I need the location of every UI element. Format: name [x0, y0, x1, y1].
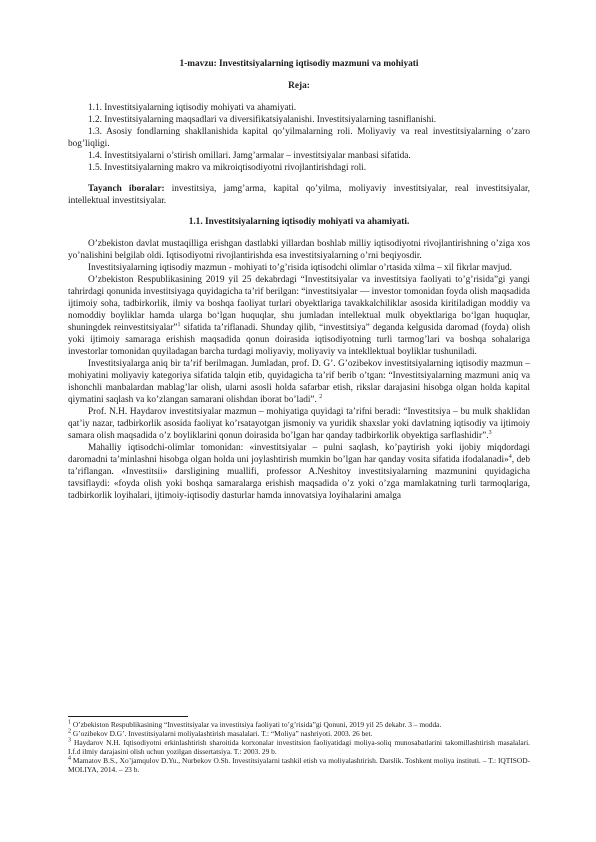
footnote-text: Mamatov B.S., Xo’jamqulov D.Yu., Nurbekov O.Sh. Investitsiyalarni tashkil etish va moliyalashtirish. Darslik. Toshkent moliya instituti. – T.: IQTISOD-MOLIYA, 2014. – 23 b. [68, 756, 530, 774]
footnote-number: 1 [68, 719, 71, 726]
footnote [68, 720, 530, 729]
paragraph [68, 274, 530, 358]
plan-item: 1.1. Investitsiyalarning iqtisodiy mohiyati va ahamiyati. [88, 103, 297, 113]
paragraph-text: , deb ta’riflangan. «Investitsii» darsligining muallifi, professor A.Neshitoy investitsiyalarning mazmunini quyidagicha tavsiflaydi: «foyda olish yoki boshqa samaralarga erishish maqsadida o’z yoki o’zga mamlakatning turli tarmoqlariga, tadbirkorlik loyihalari, ijtimoiy-iqtisodiy dasturlar hamda innovatsiya loyihalarini amalga [68, 455, 530, 501]
document-title: 1-mavzu: Investitsiyalarning iqtisodiy mazmuni va mohiyati [179, 59, 419, 69]
paragraph-text: Mahalliy iqtisodchi-olimlar tomonidan: «investitsiyalar – pulni saqlash, ko’paytirish yoki ijobiy miqdordagi daromadni ta’minlashni hisobga olgan holda uni joylashtirish mumkin bo’lgan har qanday vosita sifatida ifodalanadi» [68, 443, 530, 465]
section-title: 1.1. Investitsiyalarning iqtisodiy mohiyati va ahamiyati. [188, 217, 410, 227]
keywords-text: investitsiya, jamg’arma, kapital qo’yilma, moliyaviy investitsiyalar, real investitsiyalar, intellektual investitsiyalar. [68, 184, 531, 206]
footnote-text: Haydarov N.H. Iqtisodiyotni erkinlashtirish sharoitida korxonalar investitsion faoliyatidagi moliya-soliq munosabatlarini takomillashtirish masalalari. I.f.d ilmiy darajasini olish uchun yozilgan dissertatsiya. T.: 2003. 29 b. [68, 738, 530, 756]
document-page [68, 58, 530, 502]
keywords-paragraph [68, 183, 530, 207]
keywords-label: Tayanch iboralar: [88, 184, 165, 194]
plan-heading: Reja: [288, 81, 310, 91]
plan-item: 1.3. Asosiy fondlarning shakllanishida kapital qo’yilmalarning roli. Moliyaviy va real investitsiyalarning o’zaro bog’liqligi. [68, 127, 530, 149]
paragraph [68, 406, 530, 442]
footnote-number: 3 [68, 737, 71, 744]
plan-item: 1.4. Investitsiyalarni o’stirish omillari. Jamg’armalar – investitsiyalar manbasi sifatida. [88, 151, 411, 161]
plan-list [68, 102, 530, 174]
footnote-text: G’ozibekov D.G’. Investitsiyalarni moliyalashtirish masalalari. T.: “Moliya” nashriyoti. 2003. 26 bet. [71, 729, 373, 738]
body-text [68, 238, 530, 502]
footnote-ref[interactable]: 2 [319, 393, 323, 400]
paragraph: Investitsiyalarning iqtisodiy mazmun - mohiyati to’g’risida iqtisodchi olimlar o’rtasida xilma – xil fikrlar mavjud. [88, 263, 512, 273]
paragraph-text: O’zbekiston Respublikasining 2019 yil 25 dekabrdagi “Investitsiyalar va investitsiya faoliyati to’g’risida”gi yangi tahrirdagi qonunida investitsiyaga quyidagicha ta’rif berilgan: “investitsiyalar — investor tomonidan foyda olish maqsadida ijtimoiy soha, tadbirkorlik, ilmiy va boshqa faoliyat turlari obyektlariga tavakkalchiliklar asosida kiritiladigan moddiy va nomoddiy boyliklar hamda ularga bo‘lgan huquqlar, shu jumladan intellektual mulk obyektlariga bo‘lgan huquqlar, shuningdek reinvestitsiyalar” [68, 275, 530, 333]
plan-item: 1.5. Investitsiyalarning makro va mikroiqtisodiyotni rivojlantirishdagi roli. [88, 163, 367, 173]
plan-item: 1.2. Investitsiyalarning maqsadlari va diversifikatsiyalanishi. Investitsiyalarning tasniflanishi. [88, 115, 437, 125]
footnote [68, 729, 530, 738]
footnote-ref[interactable]: 4 [508, 453, 512, 460]
footnote-number: 2 [68, 728, 71, 735]
paragraph [68, 442, 530, 502]
paragraph-text: sifatida ta’riflanadi. Shunday qilib, “investitsiya” deganda kelgusida daromad (foyda) olish yoki ijtimoiy samaraga erishish maqsadida qonun doirasida iqtisodiyotning turli tarmog’lari va boshqa sohalariga investorlar tomonidan quyiladagan barcha turdagi moliyaviy, moliyaviy va intekllektual boyliklar tushuniladi. [68, 323, 530, 357]
footnote-number: 4 [68, 755, 71, 762]
paragraph [68, 358, 530, 406]
footnotes [68, 720, 530, 774]
footnote [68, 738, 530, 756]
footnote [68, 756, 530, 774]
paragraph-text: Prof. N.H. Haydarov investitsiyalar mazmun – mohiyatiga quyidagi ta’rifni beradi: “Investitsiya – bu mulk shaklidan qat’iy nazar, tadbirkorlik asosida faoliyat ko’rsatayotgan jismoniy va yuridik shaxslar yoki davlatning iqtisodiy va ijtimoiy samara olish maqsadida o’z boyliklarini qonun doirasida bo’lgan har qanday tadbirkorlik obyektiga sarflashidir”. [68, 407, 530, 441]
footnote-ref[interactable]: 1 [177, 321, 181, 328]
paragraph: O’zbekiston davlat mustaqilliga erishgan dastlabki yillardan boshlab milliy iqtisodiyotni rivojlantirishning o’ziga xos yo’nalishini belgilab oldi. Iqtisodiyotni rivojlantirishda esa investitsiyalarning o’rni beqiyosdir. [68, 239, 530, 261]
footnote-separator [68, 716, 188, 717]
footnote-ref[interactable]: 3 [488, 429, 492, 436]
footnote-text: O’zbekiston Respublikasining “Investitsiyalar va investitsiya faoliyati to’g’risida”gi Qonuni, 2019 yil 25 dekabr. 3 – modda. [71, 720, 442, 729]
paragraph-text: Investitsiyalarga aniq bir ta’rif berilmagan. Jumladan, prof. D. G’. G’ozibekov investitsiyalarning iqtisodiy mazmun – mohiyatini moliyaviy kategoriya sifatida talqin etib, quyidagicha ta’rif berib o’tgan: “Investitsiyalarning mazmuni aniq va ishonchli manbalardan mablag’lar olish, ularni asosli holda safarbar etish, rikslar darajasini hisobga olgan holda kapital qiymatini saqlash va ko’zlangan samarani olishdan iborat bo’ladi”. [68, 359, 530, 405]
